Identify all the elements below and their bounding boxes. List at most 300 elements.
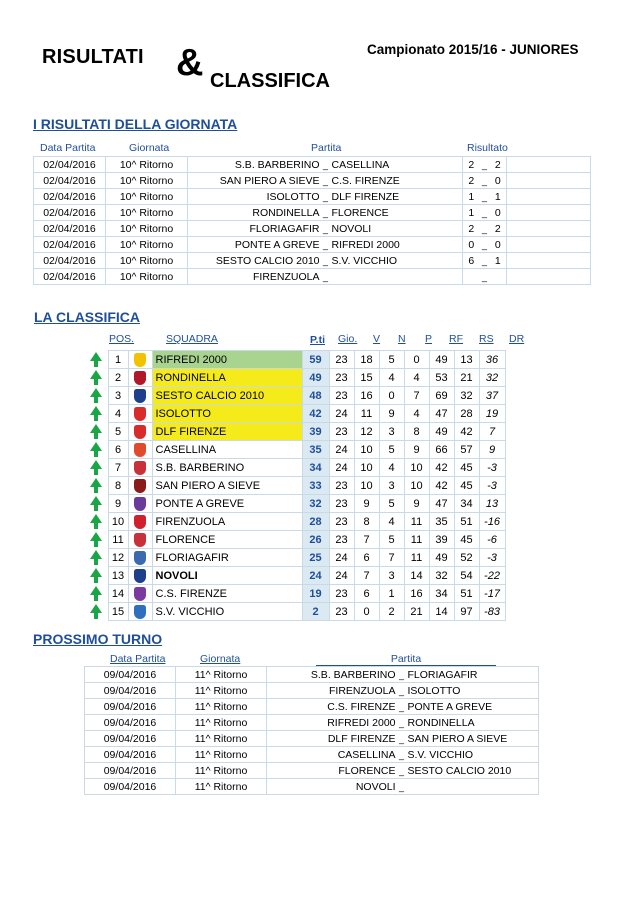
result-date: 02/04/2016 <box>34 221 106 237</box>
result-match-dash: _ <box>321 237 331 253</box>
team-crest-icon <box>128 585 152 603</box>
standings-goals-for: 42 <box>429 477 454 495</box>
standings-goal-diff: -16 <box>479 513 505 531</box>
standings-losses: 11 <box>404 549 429 567</box>
result-match-dash: _ <box>321 157 331 173</box>
result-round: 10^ Ritorno <box>106 237 188 253</box>
standings-team: NOVOLI <box>152 567 302 585</box>
next-match-dash: _ <box>397 667 407 683</box>
result-score-dash: _ <box>480 237 490 253</box>
standings-games: 24 <box>329 549 354 567</box>
standings-row <box>84 513 505 531</box>
result-date: 02/04/2016 <box>34 157 106 173</box>
standings-section-title: LA CLASSIFICA <box>34 309 141 325</box>
standings-pos: 14 <box>108 585 128 603</box>
result-score-dash: _ <box>480 157 490 173</box>
team-crest-icon <box>128 387 152 405</box>
result-away-score: 1 <box>490 253 507 269</box>
next-match-dash: _ <box>397 779 407 795</box>
next-home-team: FIRENZUOLA <box>267 683 397 699</box>
trend-up-arrow-icon <box>84 423 108 441</box>
next-away-team: S.V. VICCHIO <box>407 747 539 763</box>
standings-col-team: SQUADRA <box>166 333 218 345</box>
standings-games: 23 <box>329 513 354 531</box>
next-home-team: CASELLINA <box>267 747 397 763</box>
standings-team: DLF FIRENZE <box>152 423 302 441</box>
next-match-row <box>85 715 539 731</box>
result-home-team: S.B. BARBERINO <box>188 157 321 173</box>
result-date: 02/04/2016 <box>34 253 106 269</box>
next-match-dash: _ <box>397 731 407 747</box>
standings-pos: 7 <box>108 459 128 477</box>
result-home-team: RONDINELLA <box>188 205 321 221</box>
result-row <box>34 237 591 253</box>
next-date: 09/04/2016 <box>85 667 176 683</box>
standings-pos: 12 <box>108 549 128 567</box>
result-match-dash: _ <box>321 205 331 221</box>
trend-up-arrow-icon <box>84 477 108 495</box>
standings-team: S.B. BARBERINO <box>152 459 302 477</box>
standings-goal-diff: 37 <box>479 387 505 405</box>
standings-points: 28 <box>302 513 329 531</box>
result-away-team: DLF FIRENZE <box>331 189 463 205</box>
standings-losses: 14 <box>404 567 429 585</box>
standings-goals-against: 54 <box>454 567 479 585</box>
standings-pos: 11 <box>108 531 128 549</box>
next-away-team: FLORIAGAFIR <box>407 667 539 683</box>
trend-up-arrow-icon <box>84 531 108 549</box>
standings-row <box>84 423 505 441</box>
standings-team: FLORIAGAFIR <box>152 549 302 567</box>
standings-team: RONDINELLA <box>152 369 302 387</box>
standings-losses: 16 <box>404 585 429 603</box>
standings-row <box>84 459 505 477</box>
standings-goals-for: 49 <box>429 423 454 441</box>
result-extra-cell <box>507 205 591 221</box>
standings-row <box>84 495 505 513</box>
results-col-match: Partita <box>311 142 342 154</box>
standings-goals-against: 28 <box>454 405 479 423</box>
standings-goal-diff: -17 <box>479 585 505 603</box>
standings-points: 35 <box>302 441 329 459</box>
next-match-row <box>85 683 539 699</box>
next-away-team: SESTO CALCIO 2010 <box>407 763 539 779</box>
trend-up-arrow-icon <box>84 567 108 585</box>
standings-team: RIFREDI 2000 <box>152 351 302 369</box>
result-extra-cell <box>507 157 591 173</box>
result-home-team: SAN PIERO A SIEVE <box>188 173 321 189</box>
next-date: 09/04/2016 <box>85 747 176 763</box>
result-round: 10^ Ritorno <box>106 173 188 189</box>
standings-team: FLORENCE <box>152 531 302 549</box>
next-round: 11^ Ritorno <box>176 699 267 715</box>
result-away-team: RIFREDI 2000 <box>331 237 463 253</box>
standings-goal-diff: 32 <box>479 369 505 387</box>
standings-games: 23 <box>329 585 354 603</box>
result-score-dash: _ <box>480 221 490 237</box>
title-ampersand: & <box>176 42 204 84</box>
next-table <box>84 666 539 795</box>
standings-team: PONTE A GREVE <box>152 495 302 513</box>
results-col-result: Risultato <box>467 142 508 154</box>
result-row <box>34 173 591 189</box>
trend-up-arrow-icon <box>84 351 108 369</box>
result-home-score: 2 <box>463 173 480 189</box>
standings-games: 24 <box>329 405 354 423</box>
standings-wins: 9 <box>354 495 379 513</box>
next-round: 11^ Ritorno <box>176 731 267 747</box>
standings-points: 49 <box>302 369 329 387</box>
result-home-team: FIRENZUOLA <box>188 269 321 285</box>
standings-games: 23 <box>329 477 354 495</box>
trend-up-arrow-icon <box>84 495 108 513</box>
standings-goal-diff: -6 <box>479 531 505 549</box>
next-away-team <box>407 779 539 795</box>
next-round: 11^ Ritorno <box>176 715 267 731</box>
standings-draws: 9 <box>379 405 404 423</box>
result-date: 02/04/2016 <box>34 269 106 285</box>
result-date: 02/04/2016 <box>34 189 106 205</box>
standings-table <box>84 350 506 621</box>
team-crest-icon <box>128 423 152 441</box>
next-round: 11^ Ritorno <box>176 667 267 683</box>
standings-goals-against: 13 <box>454 351 479 369</box>
standings-wins: 10 <box>354 459 379 477</box>
standings-pos: 8 <box>108 477 128 495</box>
standings-wins: 6 <box>354 549 379 567</box>
team-crest-icon <box>128 567 152 585</box>
standings-goals-against: 45 <box>454 459 479 477</box>
result-date: 02/04/2016 <box>34 237 106 253</box>
standings-points: 33 <box>302 477 329 495</box>
standings-losses: 0 <box>404 351 429 369</box>
standings-goals-against: 51 <box>454 513 479 531</box>
standings-row <box>84 369 505 387</box>
standings-games: 23 <box>329 423 354 441</box>
trend-up-arrow-icon <box>84 387 108 405</box>
standings-goals-for: 32 <box>429 567 454 585</box>
standings-goals-against: 34 <box>454 495 479 513</box>
next-date: 09/04/2016 <box>85 699 176 715</box>
standings-goals-against: 52 <box>454 549 479 567</box>
standings-losses: 11 <box>404 531 429 549</box>
standings-losses: 10 <box>404 477 429 495</box>
result-score-dash: _ <box>480 205 490 221</box>
team-crest-icon <box>128 351 152 369</box>
result-away-team <box>331 269 463 285</box>
standings-goals-for: 39 <box>429 531 454 549</box>
standings-goals-for: 49 <box>429 549 454 567</box>
standings-wins: 11 <box>354 405 379 423</box>
result-away-score: 0 <box>490 173 507 189</box>
standings-goal-diff: -83 <box>479 603 505 621</box>
next-away-team: PONTE A GREVE <box>407 699 539 715</box>
standings-wins: 10 <box>354 441 379 459</box>
result-away-team: S.V. VICCHIO <box>331 253 463 269</box>
standings-team: S.V. VICCHIO <box>152 603 302 621</box>
standings-goals-for: 47 <box>429 495 454 513</box>
next-home-team: C.S. FIRENZE <box>267 699 397 715</box>
results-col-round: Giornata <box>129 142 170 154</box>
result-extra-cell <box>507 269 591 285</box>
next-match-row <box>85 763 539 779</box>
standings-points: 25 <box>302 549 329 567</box>
result-row <box>34 205 591 221</box>
standings-draws: 1 <box>379 585 404 603</box>
standings-pos: 2 <box>108 369 128 387</box>
standings-points: 24 <box>302 567 329 585</box>
standings-draws: 3 <box>379 423 404 441</box>
next-round: 11^ Ritorno <box>176 779 267 795</box>
standings-goal-diff: 9 <box>479 441 505 459</box>
standings-goals-against: 42 <box>454 423 479 441</box>
result-round: 10^ Ritorno <box>106 269 188 285</box>
standings-col-n: N <box>398 333 406 345</box>
standings-goal-diff: -22 <box>479 567 505 585</box>
standings-losses: 4 <box>404 405 429 423</box>
standings-points: 48 <box>302 387 329 405</box>
team-crest-icon <box>128 513 152 531</box>
standings-wins: 7 <box>354 567 379 585</box>
next-match-row <box>85 699 539 715</box>
result-round: 10^ Ritorno <box>106 157 188 173</box>
standings-draws: 5 <box>379 441 404 459</box>
team-crest-icon <box>128 477 152 495</box>
result-round: 10^ Ritorno <box>106 189 188 205</box>
result-extra-cell <box>507 173 591 189</box>
standings-points: 39 <box>302 423 329 441</box>
standings-games: 23 <box>329 531 354 549</box>
trend-up-arrow-icon <box>84 603 108 621</box>
next-col-match <box>316 653 496 666</box>
result-round: 10^ Ritorno <box>106 253 188 269</box>
standings-points: 19 <box>302 585 329 603</box>
result-match-dash: _ <box>321 189 331 205</box>
next-col-date: Data Partita <box>110 653 166 665</box>
standings-draws: 7 <box>379 549 404 567</box>
standings-col-v: V <box>373 333 381 345</box>
standings-wins: 0 <box>354 603 379 621</box>
next-date: 09/04/2016 <box>85 779 176 795</box>
standings-wins: 15 <box>354 369 379 387</box>
result-score-dash: _ <box>480 173 490 189</box>
standings-games: 24 <box>329 459 354 477</box>
standings-goal-diff: 19 <box>479 405 505 423</box>
result-home-score: 2 <box>463 157 480 173</box>
standings-row <box>84 585 505 603</box>
standings-draws: 3 <box>379 567 404 585</box>
next-match-dash: _ <box>397 763 407 779</box>
standings-col-rs: RS <box>479 333 494 345</box>
result-date: 02/04/2016 <box>34 205 106 221</box>
results-table <box>33 156 591 285</box>
standings-goal-diff: -3 <box>479 549 505 567</box>
result-away-score: 2 <box>490 221 507 237</box>
standings-col-p: P <box>425 333 433 345</box>
next-away-team: ISOLOTTO <box>407 683 539 699</box>
standings-team: CASELLINA <box>152 441 302 459</box>
result-row <box>34 253 591 269</box>
standings-goals-against: 57 <box>454 441 479 459</box>
standings-team: SAN PIERO A SIEVE <box>152 477 302 495</box>
standings-games: 23 <box>329 369 354 387</box>
result-round: 10^ Ritorno <box>106 221 188 237</box>
standings-row <box>84 387 505 405</box>
trend-up-arrow-icon <box>84 441 108 459</box>
standings-games: 24 <box>329 441 354 459</box>
standings-goals-for: 53 <box>429 369 454 387</box>
standings-col-pos: POS. <box>109 333 135 345</box>
standings-pos: 3 <box>108 387 128 405</box>
standings-wins: 12 <box>354 423 379 441</box>
next-round: 11^ Ritorno <box>176 747 267 763</box>
trend-up-arrow-icon <box>84 549 108 567</box>
next-away-team: SAN PIERO A SIEVE <box>407 731 539 747</box>
standings-goals-against: 51 <box>454 585 479 603</box>
standings-row <box>84 531 505 549</box>
standings-losses: 9 <box>404 495 429 513</box>
result-match-dash: _ <box>321 269 331 285</box>
standings-losses: 9 <box>404 441 429 459</box>
result-away-score: 0 <box>490 205 507 221</box>
standings-pos: 5 <box>108 423 128 441</box>
standings-goals-for: 69 <box>429 387 454 405</box>
result-row <box>34 189 591 205</box>
next-match-dash: _ <box>397 715 407 731</box>
team-crest-icon <box>128 459 152 477</box>
result-away-score <box>490 269 507 285</box>
standings-row <box>84 405 505 423</box>
next-home-team: DLF FIRENZE <box>267 731 397 747</box>
standings-pos: 6 <box>108 441 128 459</box>
standings-points: 34 <box>302 459 329 477</box>
trend-up-arrow-icon <box>84 405 108 423</box>
result-home-team: ISOLOTTO <box>188 189 321 205</box>
standings-goals-for: 47 <box>429 405 454 423</box>
next-match-row <box>85 779 539 795</box>
result-row <box>34 269 591 285</box>
standings-games: 24 <box>329 567 354 585</box>
standings-pos: 1 <box>108 351 128 369</box>
standings-pos: 13 <box>108 567 128 585</box>
standings-row <box>84 441 505 459</box>
standings-draws: 2 <box>379 603 404 621</box>
standings-goals-for: 49 <box>429 351 454 369</box>
title-classifica: CLASSIFICA <box>210 70 330 92</box>
standings-team: SESTO CALCIO 2010 <box>152 387 302 405</box>
result-home-score: 1 <box>463 189 480 205</box>
standings-draws: 4 <box>379 459 404 477</box>
standings-goals-for: 14 <box>429 603 454 621</box>
standings-row <box>84 567 505 585</box>
standings-draws: 3 <box>379 477 404 495</box>
standings-draws: 5 <box>379 351 404 369</box>
result-away-score: 0 <box>490 237 507 253</box>
result-row <box>34 157 591 173</box>
standings-goals-for: 42 <box>429 459 454 477</box>
trend-up-arrow-icon <box>84 585 108 603</box>
standings-points: 32 <box>302 495 329 513</box>
next-date: 09/04/2016 <box>85 683 176 699</box>
standings-points: 59 <box>302 351 329 369</box>
standings-draws: 0 <box>379 387 404 405</box>
standings-losses: 10 <box>404 459 429 477</box>
standings-goal-diff: 36 <box>479 351 505 369</box>
standings-games: 23 <box>329 495 354 513</box>
result-away-team: C.S. FIRENZE <box>331 173 463 189</box>
standings-points: 26 <box>302 531 329 549</box>
next-round: 11^ Ritorno <box>176 763 267 779</box>
team-crest-icon <box>128 405 152 423</box>
standings-goal-diff: 7 <box>479 423 505 441</box>
result-score-dash: _ <box>480 189 490 205</box>
standings-goals-against: 45 <box>454 477 479 495</box>
team-crest-icon <box>128 441 152 459</box>
next-home-team: NOVOLI <box>267 779 397 795</box>
team-crest-icon <box>128 495 152 513</box>
next-match-row <box>85 731 539 747</box>
title-risultati: RISULTATI <box>42 46 144 68</box>
standings-games: 23 <box>329 603 354 621</box>
result-away-team: NOVOLI <box>331 221 463 237</box>
standings-wins: 18 <box>354 351 379 369</box>
result-match-dash: _ <box>321 221 331 237</box>
standings-col-g: Gio. <box>338 333 358 345</box>
standings-draws: 4 <box>379 513 404 531</box>
standings-goals-against: 32 <box>454 387 479 405</box>
next-match-dash: _ <box>397 683 407 699</box>
standings-pos: 4 <box>108 405 128 423</box>
standings-pos: 10 <box>108 513 128 531</box>
result-match-dash: _ <box>321 173 331 189</box>
result-away-team: CASELLINA <box>331 157 463 173</box>
team-crest-icon <box>128 531 152 549</box>
result-home-score: 6 <box>463 253 480 269</box>
next-col-round: Giornata <box>200 653 241 665</box>
next-section-title: PROSSIMO TURNO <box>33 631 163 647</box>
standings-draws: 5 <box>379 495 404 513</box>
team-crest-icon <box>128 549 152 567</box>
results-section-title: I RISULTATI DELLA GIORNATA <box>33 116 238 132</box>
standings-goals-for: 34 <box>429 585 454 603</box>
trend-up-arrow-icon <box>84 459 108 477</box>
result-home-team: FLORIAGAFIR <box>188 221 321 237</box>
next-match-dash: _ <box>397 699 407 715</box>
standings-points: 2 <box>302 603 329 621</box>
standings-pos: 9 <box>108 495 128 513</box>
result-home-score: 0 <box>463 237 480 253</box>
next-home-team: FLORENCE <box>267 763 397 779</box>
standings-row <box>84 603 505 621</box>
result-away-score: 2 <box>490 157 507 173</box>
standings-wins: 8 <box>354 513 379 531</box>
next-away-team: RONDINELLA <box>407 715 539 731</box>
next-home-team: S.B. BARBERINO <box>267 667 397 683</box>
next-col-match-label: Partita <box>390 653 422 665</box>
result-home-team: SESTO CALCIO 2010 <box>188 253 321 269</box>
next-match-row <box>85 747 539 763</box>
result-row <box>34 221 591 237</box>
next-round: 11^ Ritorno <box>176 683 267 699</box>
next-date: 09/04/2016 <box>85 715 176 731</box>
standings-row <box>84 351 505 369</box>
standings-goal-diff: -3 <box>479 459 505 477</box>
standings-losses: 7 <box>404 387 429 405</box>
result-score-dash: _ <box>480 253 490 269</box>
standings-team: FIRENZUOLA <box>152 513 302 531</box>
standings-team: ISOLOTTO <box>152 405 302 423</box>
result-extra-cell <box>507 253 591 269</box>
